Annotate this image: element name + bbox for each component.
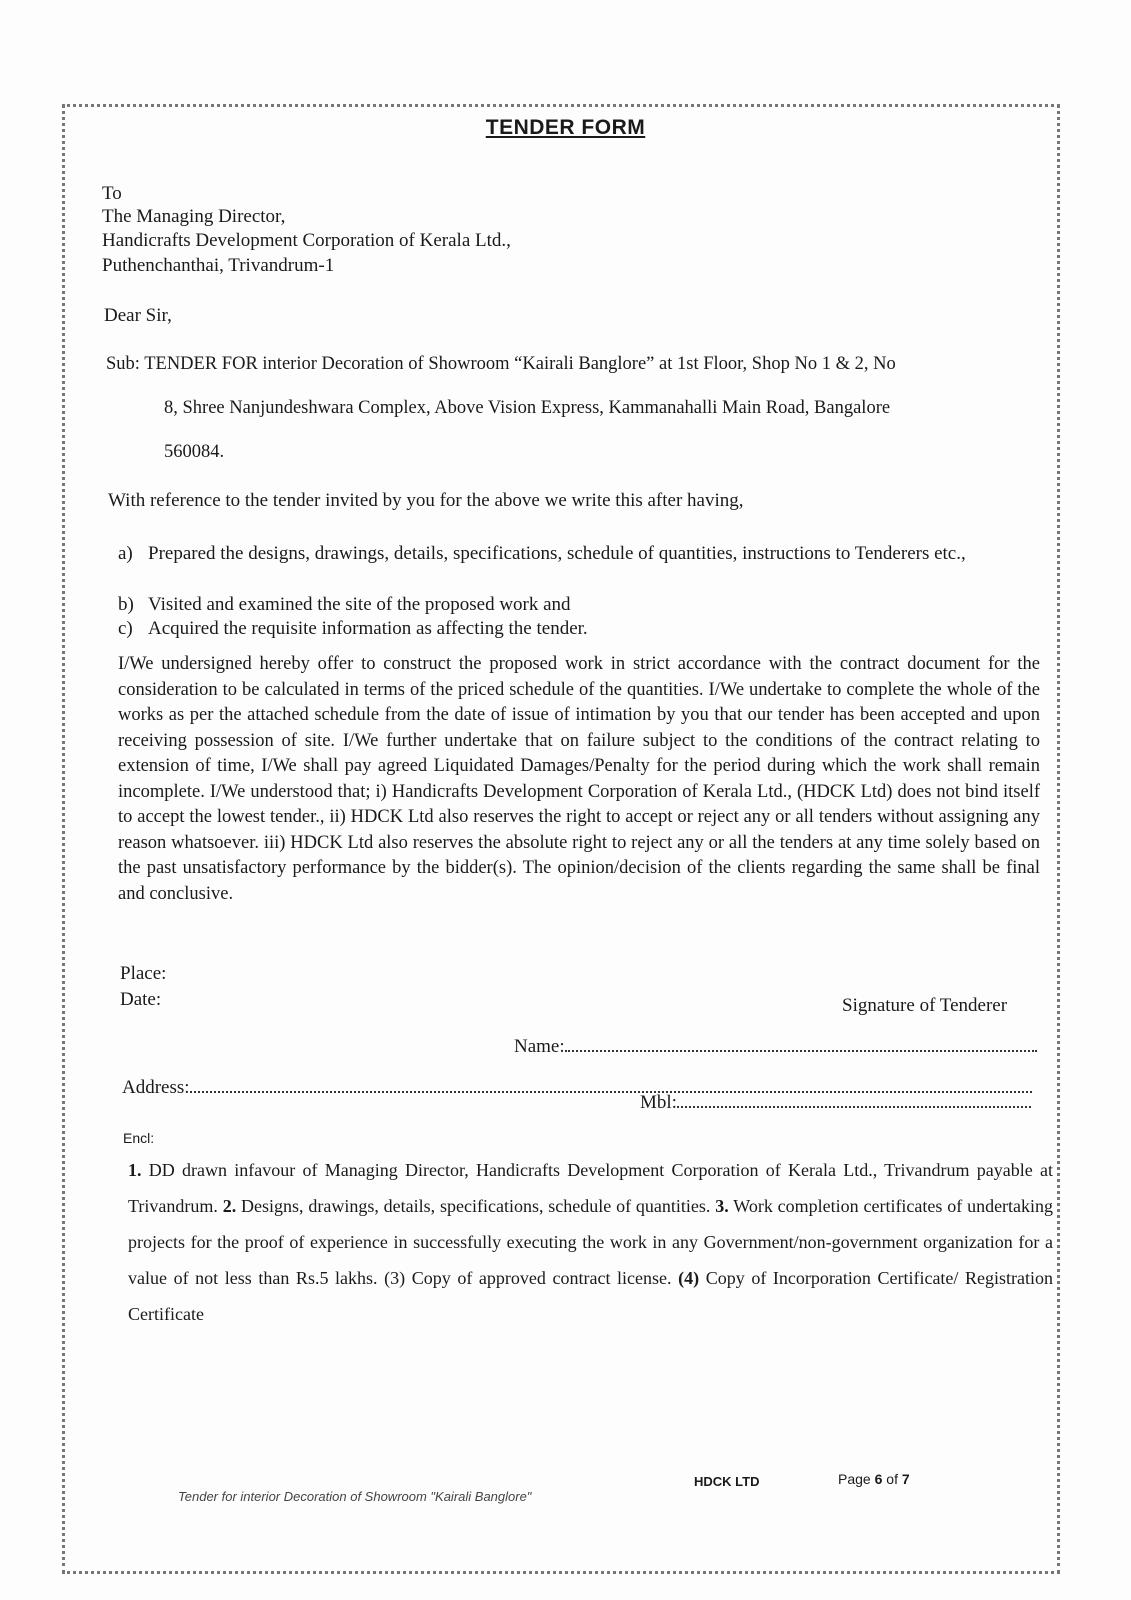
list-marker: b) [118, 594, 134, 615]
subject-line-1: Sub: TENDER FOR interior Decoration of Showroom “Kairali Banglore” at 1st Floor, Shop No 1 & 2, No [106, 354, 896, 374]
name-field[interactable] [514, 1035, 1037, 1059]
page-current: 6 [874, 1471, 883, 1487]
encl-num-5: (4) [678, 1268, 700, 1288]
salutation: Dear Sir, [104, 305, 172, 326]
page-title: TENDER FORM [485, 116, 646, 139]
list-item-b [118, 593, 571, 617]
list-marker: a) [118, 543, 133, 564]
signature-label: Signature of Tenderer [842, 995, 1008, 1016]
list-text: Prepared the designs, drawings, details, specifications, schedule of quantities, instructions to Tenderers etc., [148, 543, 966, 564]
place-label: Place: [120, 963, 167, 984]
page-prefix: Page [838, 1471, 871, 1487]
subject-line-3: 560084. [164, 442, 225, 462]
date-label: Date: [120, 989, 162, 1010]
footer-document-title: Tender for interior Decoration of Showroom "Kairali Banglore" [178, 1489, 532, 1504]
page-total: 7 [901, 1471, 910, 1487]
reference-text: With reference to the tender invited by you for the above we write this after having, [108, 490, 744, 511]
page-of: of [886, 1471, 898, 1487]
mobile-label: Mbl: [640, 1092, 677, 1113]
name-fill-line [565, 1050, 1037, 1052]
footer-page-number [838, 1471, 910, 1487]
offer-paragraph: I/We undersigned hereby offer to construct the proposed work in strict accordance with the contract document for the consideration to be calculated in terms of the priced schedule of the quantities. I/We undertake to complete the whole of the works as per the attached schedule from the date of issue of intimation by you that our tender has been accepted and upon receiving possession of site. I/We further undertake that on failure subject to the conditions of the contract relating to extension of time, I/We shall pay agreed Liquidated Damages/Penalty for the period during which the work shall remain incomplete. I/We understood that; i) Handicrafts Development Corporation of Kerala Ltd., (HDCK Ltd) does not bind itself to accept the lowest tender., ii) HDCK Ltd also reserves the right to accept or reject any or all tenders without assigning any reason whatsoever. iii) HDCK Ltd also reserves the absolute right to reject any or all the tenders at any time solely based on the past unsatisfactory performance by the bidder(s). The opinion/decision of the clients regarding the same shall be final and conclusive. [118, 654, 1040, 904]
enclosures-label: Encl: [123, 1130, 155, 1146]
encl-text-3: Work completion certificates of undertaking projects for the proof of experience in successfully executing the work in any Government/non-government organization for a value of not less than Rs.5 lakhs. [128, 1196, 1054, 1288]
list-text: Acquired the requisite information as affecting the tender. [148, 618, 588, 639]
list-text: Visited and examined the site of the proposed work and [148, 594, 571, 615]
address-line-1: The Managing Director, [102, 206, 286, 227]
mobile-fill-line [677, 1106, 1031, 1108]
mobile-field[interactable] [640, 1091, 1031, 1115]
subject-line-2: 8, Shree Nanjundeshwara Complex, Above Vision Express, Kammanahalli Main Road, Bangalore [164, 398, 891, 418]
encl-num-3: 3. [715, 1196, 729, 1216]
footer-company: HDCK LTD [694, 1474, 760, 1489]
address-line-2: Handicrafts Development Corporation of Kerala Ltd., [102, 230, 511, 251]
address-line-3: Puthenchanthai, Trivandrum-1 [102, 255, 335, 276]
encl-text-1: DD drawn infavour of Managing Director, Handicrafts Development Corporation of Kerala Ltd., Trivandrum payable at Trivandrum. [128, 1160, 1053, 1216]
address-to: To [102, 183, 122, 204]
list-item-c [118, 617, 588, 641]
address-label: Address: [122, 1077, 190, 1098]
name-label: Name: [514, 1036, 565, 1057]
list-marker: c) [118, 618, 133, 639]
encl-num-4: (3) [384, 1268, 406, 1288]
encl-text-2: Designs, drawings, details, specifications, schedule of quantities. [241, 1196, 711, 1216]
list-item-a [118, 542, 1033, 566]
encl-text-5: Copy of Incorporation Certificate/ Registration Certificate [128, 1268, 1053, 1324]
encl-text-4: Copy of approved contract license. [411, 1268, 672, 1288]
encl-num-2: 2. [222, 1196, 237, 1216]
enclosures-list [128, 1152, 1053, 1332]
encl-num-1: 1. [128, 1160, 142, 1180]
